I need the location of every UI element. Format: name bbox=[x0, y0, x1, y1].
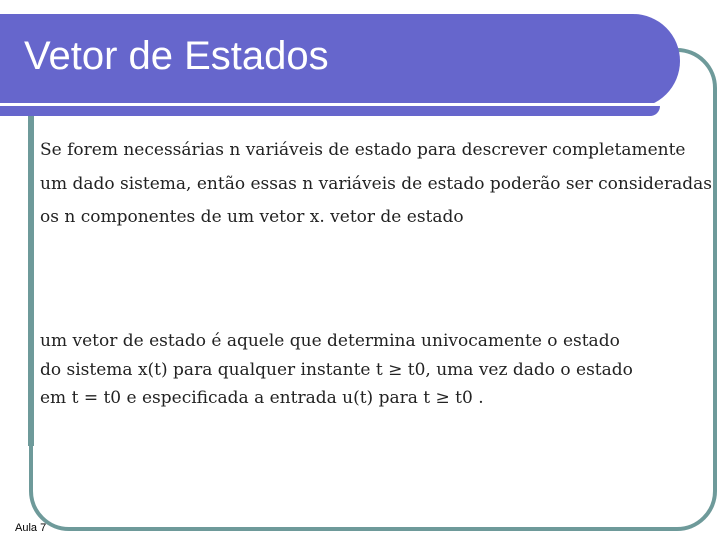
left-accent-bar bbox=[28, 116, 34, 446]
text-line: os n componentes de um vetor x. vetor de estado bbox=[40, 207, 464, 227]
text-line: um vetor de estado é aquele que determina univocamente o estado bbox=[40, 331, 620, 351]
text-line: em t = t0 e especificada a entrada u(t) para t ≥ t0 . bbox=[40, 388, 484, 408]
text-line: um dado sistema, então essas n variáveis de estado poderão ser consideradas bbox=[40, 173, 712, 194]
title-bar-lower-band bbox=[0, 106, 660, 116]
slide-title: Vetor de Estados bbox=[24, 34, 329, 78]
text-line: Se forem necessárias n variáveis de estado para descrever completamente bbox=[40, 140, 686, 160]
state-vector-paragraph bbox=[40, 328, 700, 414]
definition-paragraph bbox=[40, 137, 712, 238]
footer-label: Aula 7 bbox=[15, 522, 47, 534]
text-line: do sistema x(t) para qualquer instante t ≥ t0, uma vez dado o estado bbox=[40, 359, 633, 380]
slide-frame bbox=[29, 48, 717, 531]
